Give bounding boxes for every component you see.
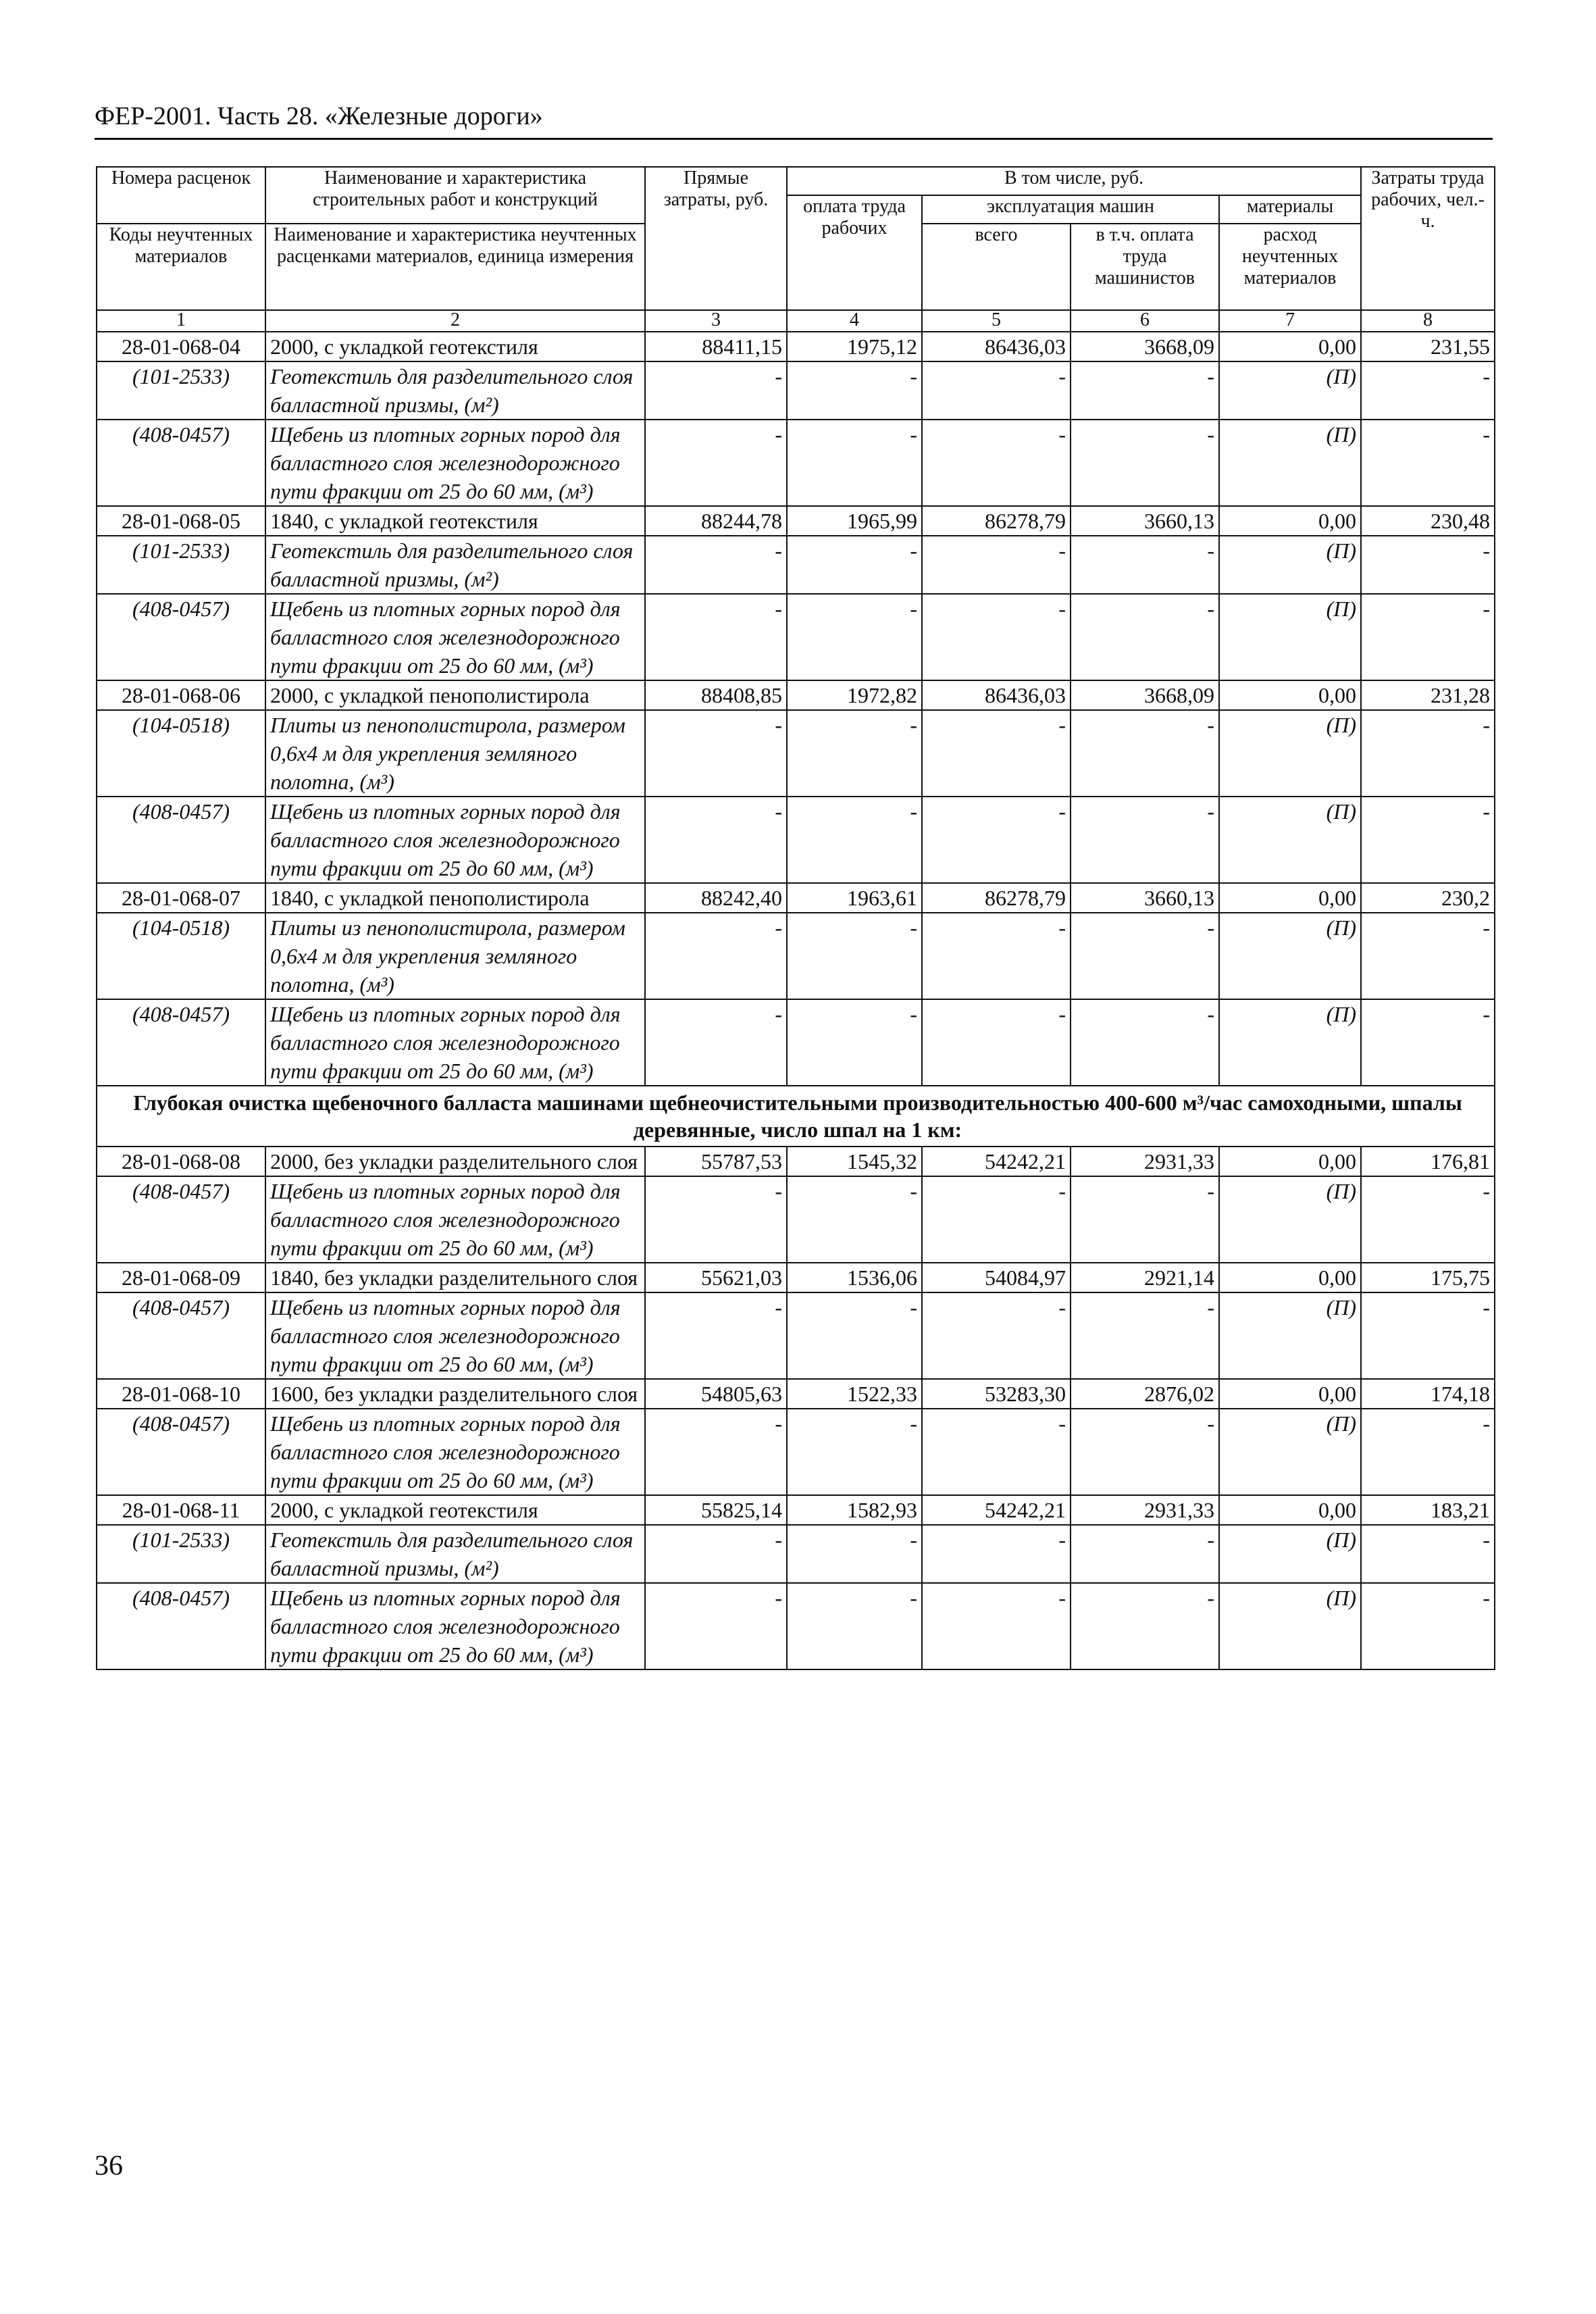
worker-pay-value: - — [787, 1176, 922, 1263]
labor-hours-value: 183,21 — [1361, 1495, 1495, 1525]
worker-pay-value: 1522,33 — [787, 1379, 922, 1409]
worker-pay-value: - — [787, 1409, 922, 1495]
header-unaccounted-materials: расход неучтенных материалов — [1219, 224, 1361, 310]
worker-pay-value: - — [787, 536, 922, 594]
rate-row — [97, 1495, 1495, 1525]
labor-hours-value: - — [1361, 1409, 1495, 1495]
direct-costs-value: 54805,63 — [645, 1379, 787, 1409]
work-description: 2000, с укладкой геотекстиля — [265, 1495, 645, 1525]
machines-total-value: - — [922, 1292, 1071, 1379]
page-header: ФЕР-2001. Часть 28. «Железные дороги» — [95, 102, 543, 130]
header-worker-pay: оплата труда рабочих — [787, 195, 922, 310]
material-description: Геотекстиль для разделительного слоя балластной призмы, (м²) — [265, 361, 645, 420]
worker-pay-value: 1972,82 — [787, 680, 922, 710]
rate-code: 28-01-068-09 — [97, 1263, 265, 1292]
worker-pay-value: 1965,99 — [787, 506, 922, 536]
column-number: 3 — [645, 310, 787, 332]
worker-pay-value: - — [787, 1292, 922, 1379]
direct-costs-value: - — [645, 420, 787, 506]
worker-pay-value: - — [787, 913, 922, 999]
materials-value: 0,00 — [1219, 883, 1361, 913]
labor-hours-value: - — [1361, 536, 1495, 594]
material-row — [97, 361, 1495, 420]
material-row — [97, 1292, 1495, 1379]
material-row — [97, 1583, 1495, 1669]
direct-costs-value: - — [645, 1583, 787, 1669]
rate-row — [97, 1263, 1495, 1292]
labor-hours-value: - — [1361, 1525, 1495, 1583]
work-description: 1840, с укладкой геотекстиля — [265, 506, 645, 536]
machines-total-value: 86278,79 — [922, 883, 1071, 913]
material-description: Плиты из пенополистирола, размером 0,6x4 м для укрепления земляного полотна, (м³) — [265, 710, 645, 797]
machines-total-value: - — [922, 1583, 1071, 1669]
machinist-pay-value: - — [1071, 361, 1219, 420]
rate-code: 28-01-068-08 — [97, 1147, 265, 1176]
machines-total-value: - — [922, 1176, 1071, 1263]
labor-hours-value: 231,55 — [1361, 332, 1495, 361]
machinist-pay-value: 3668,09 — [1071, 680, 1219, 710]
machinist-pay-value: - — [1071, 1176, 1219, 1263]
labor-hours-value: 230,2 — [1361, 883, 1495, 913]
machines-total-value: - — [922, 1525, 1071, 1583]
machinist-pay-value: - — [1071, 594, 1219, 680]
material-code: (101-2533) — [97, 536, 265, 594]
header-machine-operation: эксплуатация машин — [922, 195, 1219, 224]
direct-costs-value: - — [645, 361, 787, 420]
machinist-pay-value: - — [1071, 1292, 1219, 1379]
table-header — [97, 167, 1495, 332]
work-description: 2000, с укладкой геотекстиля — [265, 332, 645, 361]
material-code: (104-0518) — [97, 710, 265, 797]
section-heading: Глубокая очистка щебеночного балласта машинами щебнеочистительными производительностью 400-600 м³/час самоходными, шпалы деревянные, число шпал на 1 км: — [97, 1086, 1495, 1147]
material-description: Щебень из плотных горных пород для балластного слоя железнодорожного пути фракции от 25 до 60 мм, (м³) — [265, 797, 645, 883]
material-description: Щебень из плотных горных пород для балластного слоя железнодорожного пути фракции от 25 до 60 мм, (м³) — [265, 594, 645, 680]
direct-costs-value: - — [645, 1292, 787, 1379]
rate-row — [97, 1379, 1495, 1409]
materials-value: 0,00 — [1219, 1263, 1361, 1292]
work-description: 2000, без укладки разделительного слоя — [265, 1147, 645, 1176]
material-code: (104-0518) — [97, 913, 265, 999]
direct-costs-value: - — [645, 1525, 787, 1583]
column-number: 1 — [97, 310, 265, 332]
direct-costs-value: - — [645, 913, 787, 999]
rate-code: 28-01-068-07 — [97, 883, 265, 913]
material-code: (408-0457) — [97, 594, 265, 680]
machines-total-value: - — [922, 797, 1071, 883]
machines-total-value: 54242,21 — [922, 1495, 1071, 1525]
materials-value: 0,00 — [1219, 1147, 1361, 1176]
header-rule — [95, 138, 1493, 140]
rate-row — [97, 680, 1495, 710]
direct-costs-value: - — [645, 999, 787, 1086]
material-row — [97, 1176, 1495, 1263]
labor-hours-value: - — [1361, 1292, 1495, 1379]
materials-value: 0,00 — [1219, 1379, 1361, 1409]
header-material-codes: Коды неучтенных материалов — [97, 224, 265, 310]
machines-total-value: 54242,21 — [922, 1147, 1071, 1176]
materials-value: (П) — [1219, 913, 1361, 999]
materials-value: 0,00 — [1219, 332, 1361, 361]
labor-hours-value: - — [1361, 797, 1495, 883]
rate-code: 28-01-068-11 — [97, 1495, 265, 1525]
machines-total-value: 86436,03 — [922, 332, 1071, 361]
rate-row — [97, 1147, 1495, 1176]
direct-costs-value: 55621,03 — [645, 1263, 787, 1292]
materials-value: (П) — [1219, 420, 1361, 506]
column-number: 6 — [1071, 310, 1219, 332]
worker-pay-value: - — [787, 1583, 922, 1669]
machines-total-value: - — [922, 420, 1071, 506]
worker-pay-value: - — [787, 361, 922, 420]
column-number: 8 — [1361, 310, 1495, 332]
material-row — [97, 594, 1495, 680]
direct-costs-value: 88411,15 — [645, 332, 787, 361]
machinist-pay-value: - — [1071, 913, 1219, 999]
work-description: 1840, без укладки разделительного слоя — [265, 1263, 645, 1292]
materials-value: (П) — [1219, 1583, 1361, 1669]
machines-total-value: - — [922, 361, 1071, 420]
direct-costs-value: - — [645, 1176, 787, 1263]
direct-costs-value: - — [645, 797, 787, 883]
direct-costs-value: 88244,78 — [645, 506, 787, 536]
page-number: 36 — [95, 2150, 123, 2182]
worker-pay-value: 1582,93 — [787, 1495, 922, 1525]
labor-hours-value: 174,18 — [1361, 1379, 1495, 1409]
column-number: 5 — [922, 310, 1071, 332]
column-number: 4 — [787, 310, 922, 332]
material-code: (408-0457) — [97, 1583, 265, 1669]
work-description: 2000, с укладкой пенополистирола — [265, 680, 645, 710]
worker-pay-value: 1536,06 — [787, 1263, 922, 1292]
direct-costs-value: - — [645, 710, 787, 797]
machinist-pay-value: 3660,13 — [1071, 506, 1219, 536]
machinist-pay-value: - — [1071, 1409, 1219, 1495]
rate-row — [97, 506, 1495, 536]
rate-code: 28-01-068-05 — [97, 506, 265, 536]
labor-hours-value: - — [1361, 594, 1495, 680]
labor-hours-value: 176,81 — [1361, 1147, 1495, 1176]
labor-hours-value: - — [1361, 999, 1495, 1086]
materials-value: (П) — [1219, 1409, 1361, 1495]
material-row — [97, 536, 1495, 594]
material-code: (101-2533) — [97, 361, 265, 420]
machinist-pay-value: 2931,33 — [1071, 1495, 1219, 1525]
materials-value: (П) — [1219, 1292, 1361, 1379]
material-description: Щебень из плотных горных пород для балластного слоя железнодорожного пути фракции от 25 до 60 мм, (м³) — [265, 1176, 645, 1263]
material-description: Щебень из плотных горных пород для балластного слоя железнодорожного пути фракции от 25 до 60 мм, (м³) — [265, 999, 645, 1086]
worker-pay-value: - — [787, 710, 922, 797]
labor-hours-value: - — [1361, 361, 1495, 420]
header-labor-hours: Затраты труда рабочих, чел.-ч. — [1361, 167, 1495, 310]
machines-total-value: - — [922, 913, 1071, 999]
materials-value: 0,00 — [1219, 506, 1361, 536]
rate-code: 28-01-068-10 — [97, 1379, 265, 1409]
rate-code: 28-01-068-04 — [97, 332, 265, 361]
machines-total-value: 86436,03 — [922, 680, 1071, 710]
machinist-pay-value: - — [1071, 1525, 1219, 1583]
material-code: (408-0457) — [97, 420, 265, 506]
material-description: Геотекстиль для разделительного слоя балластной призмы, (м²) — [265, 1525, 645, 1583]
material-code: (408-0457) — [97, 1176, 265, 1263]
labor-hours-value: - — [1361, 420, 1495, 506]
section-heading-row — [97, 1086, 1495, 1147]
materials-value: (П) — [1219, 594, 1361, 680]
material-code: (408-0457) — [97, 1409, 265, 1495]
material-description: Щебень из плотных горных пород для балластного слоя железнодорожного пути фракции от 25 до 60 мм, (м³) — [265, 1292, 645, 1379]
machinist-pay-value: 2921,14 — [1071, 1263, 1219, 1292]
materials-value: (П) — [1219, 361, 1361, 420]
material-description: Щебень из плотных горных пород для балластного слоя железнодорожного пути фракции от 25 до 60 мм, (м³) — [265, 1409, 645, 1495]
worker-pay-value: 1975,12 — [787, 332, 922, 361]
machinist-pay-value: - — [1071, 999, 1219, 1086]
worker-pay-value: - — [787, 1525, 922, 1583]
machinist-pay-value: 2876,02 — [1071, 1379, 1219, 1409]
table-body — [97, 332, 1495, 1669]
material-row — [97, 913, 1495, 999]
column-numbers-row — [97, 310, 1495, 332]
material-description: Щебень из плотных горных пород для балластного слоя железнодорожного пути фракции от 25 до 60 мм, (м³) — [265, 420, 645, 506]
material-code: (408-0457) — [97, 999, 265, 1086]
labor-hours-value: - — [1361, 1583, 1495, 1669]
machines-total-value: 53283,30 — [922, 1379, 1071, 1409]
material-description: Щебень из плотных горных пород для балластного слоя железнодорожного пути фракции от 25 до 60 мм, (м³) — [265, 1583, 645, 1669]
material-code: (408-0457) — [97, 797, 265, 883]
header-materials: материалы — [1219, 195, 1361, 224]
direct-costs-value: 88408,85 — [645, 680, 787, 710]
header-including: В том числе, руб. — [787, 167, 1361, 195]
worker-pay-value: - — [787, 999, 922, 1086]
machinist-pay-value: - — [1071, 710, 1219, 797]
material-code: (408-0457) — [97, 1292, 265, 1379]
material-row — [97, 710, 1495, 797]
column-number: 7 — [1219, 310, 1361, 332]
header-rate-numbers: Номера расценок — [97, 167, 265, 224]
machines-total-value: 86278,79 — [922, 506, 1071, 536]
material-row — [97, 420, 1495, 506]
machinist-pay-value: - — [1071, 536, 1219, 594]
materials-value: (П) — [1219, 797, 1361, 883]
rates-table — [96, 166, 1495, 1670]
header-machines-total: всего — [922, 224, 1071, 310]
column-number: 2 — [265, 310, 645, 332]
machines-total-value: - — [922, 710, 1071, 797]
rate-row — [97, 883, 1495, 913]
material-row — [97, 999, 1495, 1086]
machinist-pay-value: - — [1071, 797, 1219, 883]
worker-pay-value: - — [787, 797, 922, 883]
material-row — [97, 1409, 1495, 1495]
machines-total-value: 54084,97 — [922, 1263, 1071, 1292]
materials-value: 0,00 — [1219, 1495, 1361, 1525]
machines-total-value: - — [922, 1409, 1071, 1495]
header-material-names: Наименование и характеристика неучтенных расценками материалов, единица измерения — [265, 224, 645, 310]
worker-pay-value: - — [787, 594, 922, 680]
worker-pay-value: 1545,32 — [787, 1147, 922, 1176]
material-row — [97, 797, 1495, 883]
materials-value: (П) — [1219, 536, 1361, 594]
direct-costs-value: - — [645, 1409, 787, 1495]
direct-costs-value: - — [645, 536, 787, 594]
material-description: Плиты из пенополистирола, размером 0,6x4 м для укрепления земляного полотна, (м³) — [265, 913, 645, 999]
machinist-pay-value: - — [1071, 420, 1219, 506]
labor-hours-value: 231,28 — [1361, 680, 1495, 710]
direct-costs-value: 55825,14 — [645, 1495, 787, 1525]
labor-hours-value: - — [1361, 913, 1495, 999]
rate-code: 28-01-068-06 — [97, 680, 265, 710]
machines-total-value: - — [922, 594, 1071, 680]
material-row — [97, 1525, 1495, 1583]
materials-value: (П) — [1219, 1525, 1361, 1583]
materials-value: (П) — [1219, 1176, 1361, 1263]
work-description: 1600, без укладки разделительного слоя — [265, 1379, 645, 1409]
machinist-pay-value: 3660,13 — [1071, 883, 1219, 913]
labor-hours-value: - — [1361, 1176, 1495, 1263]
header-machinist-pay: в т.ч. оплата труда машинистов — [1071, 224, 1219, 310]
labor-hours-value: 175,75 — [1361, 1263, 1495, 1292]
materials-value: 0,00 — [1219, 680, 1361, 710]
machinist-pay-value: 2931,33 — [1071, 1147, 1219, 1176]
machines-total-value: - — [922, 536, 1071, 594]
direct-costs-value: 55787,53 — [645, 1147, 787, 1176]
direct-costs-value: - — [645, 594, 787, 680]
labor-hours-value: 230,48 — [1361, 506, 1495, 536]
work-description: 1840, с укладкой пенополистирола — [265, 883, 645, 913]
labor-hours-value: - — [1361, 710, 1495, 797]
header-work-name: Наименование и характеристика строительных работ и конструкций — [265, 167, 645, 224]
material-description: Геотекстиль для разделительного слоя балластной призмы, (м²) — [265, 536, 645, 594]
header-direct-costs: Прямые затраты, руб. — [645, 167, 787, 310]
machinist-pay-value: 3668,09 — [1071, 332, 1219, 361]
worker-pay-value: - — [787, 420, 922, 506]
machines-total-value: - — [922, 999, 1071, 1086]
direct-costs-value: 88242,40 — [645, 883, 787, 913]
materials-value: (П) — [1219, 999, 1361, 1086]
worker-pay-value: 1963,61 — [787, 883, 922, 913]
materials-value: (П) — [1219, 710, 1361, 797]
machinist-pay-value: - — [1071, 1583, 1219, 1669]
rate-row — [97, 332, 1495, 361]
material-code: (101-2533) — [97, 1525, 265, 1583]
